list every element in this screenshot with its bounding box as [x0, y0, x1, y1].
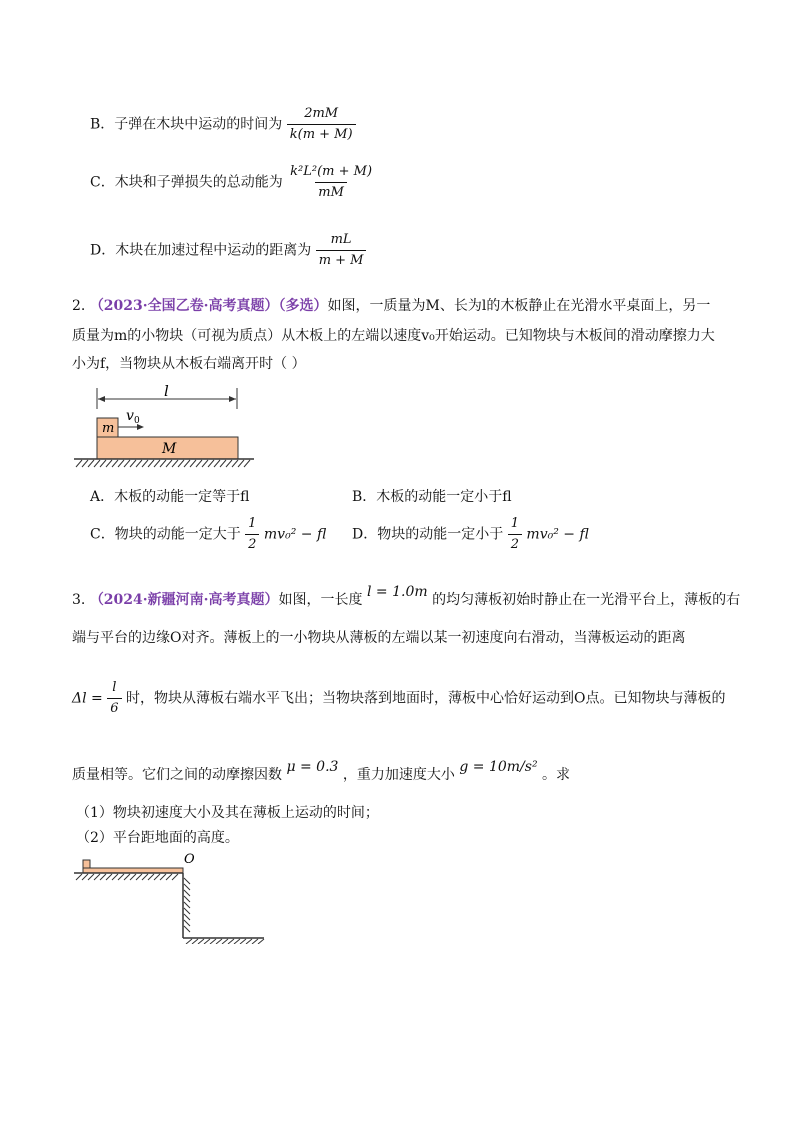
q3-subquestion-2: （2）平台距地面的高度。: [76, 830, 239, 846]
label-l: l: [164, 383, 169, 400]
q2-option-c-expression: mv₀² − fl: [263, 526, 327, 543]
q3-platform-figure: [70, 852, 270, 944]
q2-option-c-text: C．物块的动能一定大于: [90, 526, 241, 543]
q3-line3-b: 时，物块从薄板右端水平飞出；当物块落到地面时，薄板中心恰好运动到O点。已知物块与薄板的: [125, 690, 726, 707]
label-O: O: [184, 852, 195, 867]
fraction-denominator: mM: [315, 182, 347, 201]
wall-hatching: [184, 878, 190, 932]
q3-mu-expression: μ = 0.3: [286, 759, 339, 775]
fraction-numerator: l: [112, 680, 117, 695]
platform-hatching: [76, 874, 178, 880]
q3-line1-b: 的均匀薄板初始时静止在一光滑平台上，薄板的右: [432, 592, 741, 608]
ground-hatching: [186, 939, 264, 944]
q1-option-c-fraction: [287, 164, 375, 201]
dimension-arrow-right: [229, 396, 236, 402]
fraction-numerator: mL: [330, 232, 352, 247]
q1-option-b-fraction: [287, 106, 356, 143]
half-fraction: [245, 516, 259, 553]
fraction-denominator: 2: [508, 534, 522, 553]
q1-option-c-text: C．木块和子弹损失的总动能为: [90, 174, 283, 191]
small-block: [83, 860, 90, 868]
q1-option-b: [90, 106, 356, 143]
q3-delta-l: Δl =: [72, 690, 103, 707]
q1-option-d-text: D．木块在加速过程中运动的距离为: [90, 242, 312, 259]
q1-option-d: [90, 232, 366, 269]
q3-g-expression: g = 10m/s²: [459, 759, 538, 775]
q3-line4-c: 。求: [542, 767, 571, 783]
label-v-subscript: 0: [134, 416, 140, 426]
fraction-denominator: m + M: [316, 250, 367, 269]
q2-option-d-expression: mv₀² − fl: [526, 526, 589, 543]
q2-source: （2023·全国乙卷·高考真题）: [89, 298, 279, 314]
q3-line2: 端与平台的边缘O对齐。薄板上的一小物块从薄板的左端以某一初速度向右滑动，当薄板运动的距离: [72, 630, 686, 646]
ground-hatching: [76, 460, 250, 467]
q2-line2: 质量为m的小物块（可视为质点）从木板上的左端以速度v₀开始运动。已知物块与木板间的滑动摩擦力大: [72, 328, 715, 344]
fraction-denominator: 6: [107, 698, 121, 717]
fraction-denominator: k(m + M): [287, 124, 356, 143]
q2-line3: 小为f，当物块从木板右端离开时（ ）: [72, 356, 306, 372]
fraction-denominator: 2: [245, 534, 259, 553]
fraction-numerator: k²L²(m + M): [290, 164, 373, 179]
fraction-numerator: 1: [510, 516, 519, 531]
q2-board-figure: [70, 383, 260, 473]
q2-number: 2.: [72, 298, 86, 314]
q2-option-a: A．木板的动能一定等于fl: [90, 489, 250, 505]
half-fraction: [508, 516, 522, 553]
q2-option-b: B．木板的动能一定小于fl: [352, 489, 512, 505]
fraction-numerator: 1: [248, 516, 257, 531]
q3-line1: [72, 584, 741, 610]
q1-option-b-text: B．子弹在木块中运动的时间为: [90, 116, 283, 133]
q3-line1-a: 如图，一长度: [278, 592, 363, 608]
q2-tag: （多选）: [278, 298, 328, 314]
q2-line1-text: 如图，一质量为M、长为l的木板静止在光滑水平桌面上，另一: [327, 298, 711, 314]
q1-option-d-fraction: [316, 232, 367, 269]
fraction-numerator: 2mM: [304, 106, 339, 121]
q3-length-expression: l = 1.0m: [366, 584, 428, 600]
q3-line4: [72, 759, 571, 785]
label-M: M: [162, 441, 177, 457]
label-m: m: [102, 421, 115, 436]
q2-option-c: [90, 516, 326, 553]
q1-option-c: [90, 164, 375, 201]
q2-option-d: [352, 516, 589, 553]
q2-option-d-text: D．物块的动能一定小于: [352, 526, 504, 543]
q3-number: 3.: [72, 592, 86, 608]
q3-subquestion-1: （1）物块初速度大小及其在薄板上运动的时间；: [76, 805, 379, 821]
dimension-arrow-left: [98, 396, 105, 402]
q3-source: （2024·新疆河南·高考真题）: [89, 592, 279, 608]
q2-line1: [72, 296, 710, 316]
q3-line4-b: ，重力加速度大小: [342, 767, 455, 783]
q3-line3: [72, 680, 725, 717]
q3-delta-fraction: [107, 680, 121, 717]
label-v: v: [126, 408, 134, 424]
q3-line4-a: 质量相等。它们之间的动摩擦因数: [72, 767, 282, 783]
